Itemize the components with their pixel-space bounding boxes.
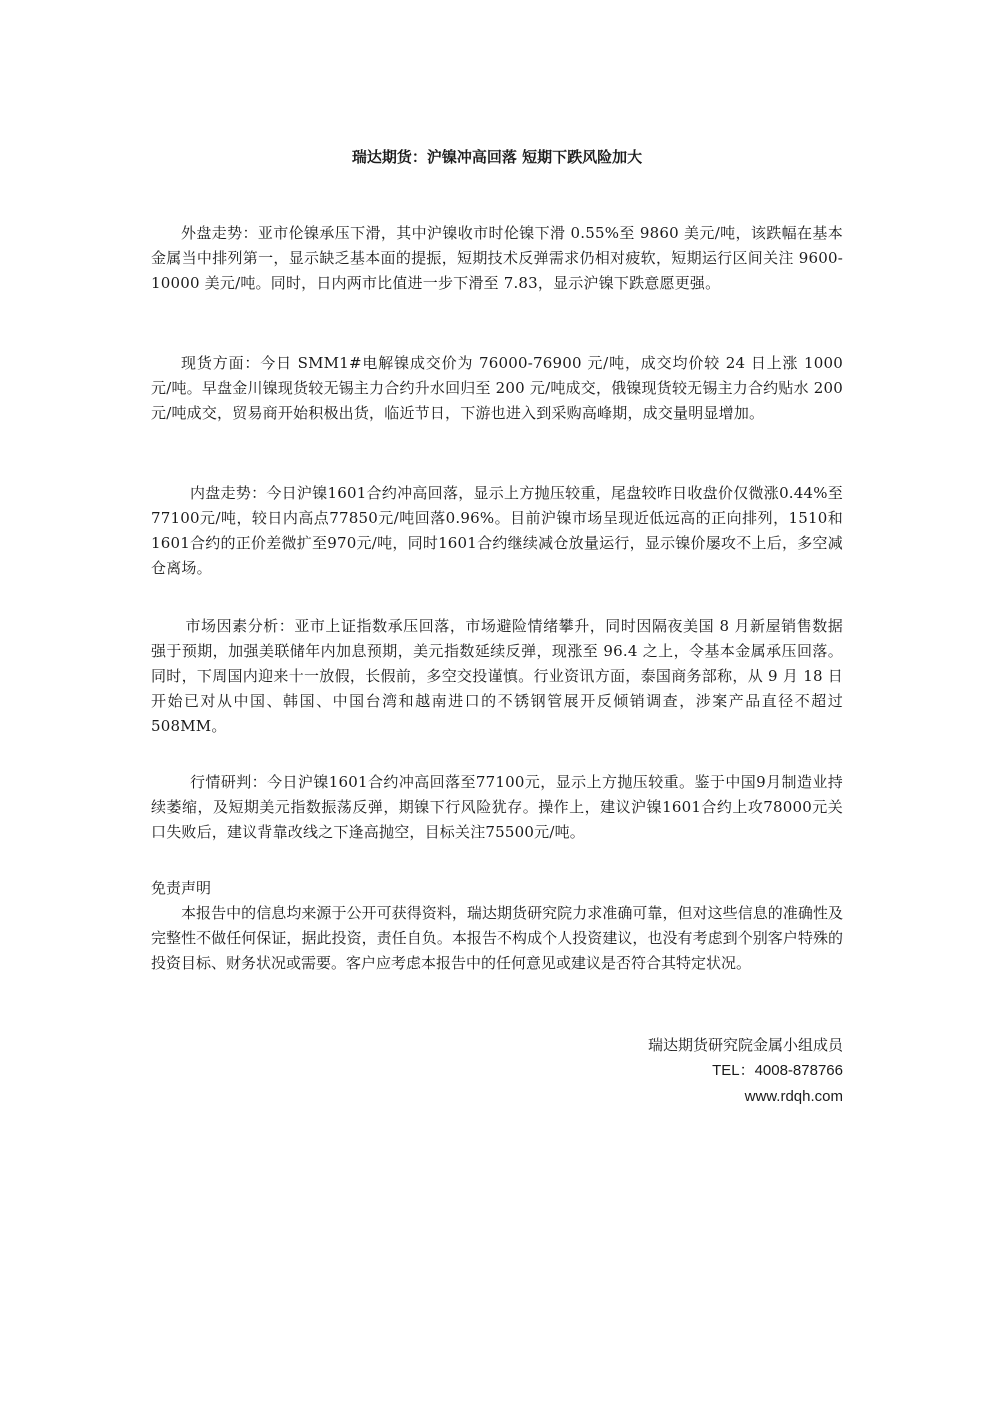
document-title: 瑞达期货：沪镍冲高回落 短期下跌风险加大 [351, 148, 643, 166]
signoff-tel: TEL：4008-878766 [712, 1062, 843, 1079]
disclaimer-heading: 免责声明 [151, 879, 212, 897]
signoff-author: 瑞达期货研究院金属小组成员 [647, 1036, 843, 1054]
paragraph-market-factors: 市场因素分析：亚市上证指数承压回落，市场避险情绪攀升，同时因隔夜美国 8 月新屋销售数据强于预期，加强美联储年内加息预期，美元指数延续反弹，现涨至 96.4 之上，令基本金属承压回落。同时，下周国内迎来十一放假，长假前，多空交投谨慎。行业资讯方面，泰国商务部称，从 9 月 18 日开始已对从中国、韩国、中国台湾和越南进口的不锈钢管展开反倾销调查，涉案产品直径不超过 508MM。 [151, 617, 843, 735]
paragraph-overseas-market: 外盘走势：亚市伦镍承压下滑，其中沪镍收市时伦镍下滑 0.55%至 9860 美元/吨，该跌幅在基本金属当中排列第一，显示缺乏基本面的提振，短期技术反弹需求仍相对疲软，短期运行区间关注 9600-10000 美元/吨。同时，日内两市比值进一步下滑至 7.83，显示沪镍下跌意愿更强。 [151, 224, 843, 292]
paragraph-spot-market: 现货方面：今日 SMM1#电解镍成交价为 76000-76900 元/吨，成交均价较 24 日上涨 1000 元/吨。早盘金川镍现货较无锡主力合约升水回归至 200 元/吨成交，俄镍现货较无锡主力合约贴水 200 元/吨成交，贸易商开始积极出货，临近节日，下游也进入到采购高峰期，成交量明显增加。 [151, 354, 843, 422]
signoff-website: www.rdqh.com [744, 1088, 843, 1105]
paragraph-domestic-market: 内盘走势：今日沪镍1601合约冲高回落，显示上方抛压较重，尾盘较昨日收盘价仅微涨0.44%至77100元/吨，较日内高点77850元/吨回落0.96%。目前沪镍市场呈现近低远高的正向排列，1510和1601合约的正价差微扩至970元/吨，同时1601合约继续减仓放量运行，显示镍价屡攻不上后，多空减仓离场。 [151, 484, 843, 577]
paragraph-outlook: 行情研判：今日沪镍1601合约冲高回落至77100元，显示上方抛压较重。鉴于中国9月制造业持续萎缩，及短期美元指数振荡反弹，期镍下行风险犹存。操作上，建议沪镍1601合约上攻78000元关口失败后，建议背靠改线之下逢高抛空，目标关注75500元/吨。 [151, 773, 843, 841]
disclaimer-body: 本报告中的信息均来源于公开可获得资料，瑞达期货研究院力求准确可靠，但对这些信息的准确性及完整性不做任何保证，据此投资，责任自负。本报告不构成个人投资建议，也没有考虑到个别客户特殊的投资目标、财务状况或需要。客户应考虑本报告中的任何意见或建议是否符合其特定状况。 [151, 904, 843, 972]
